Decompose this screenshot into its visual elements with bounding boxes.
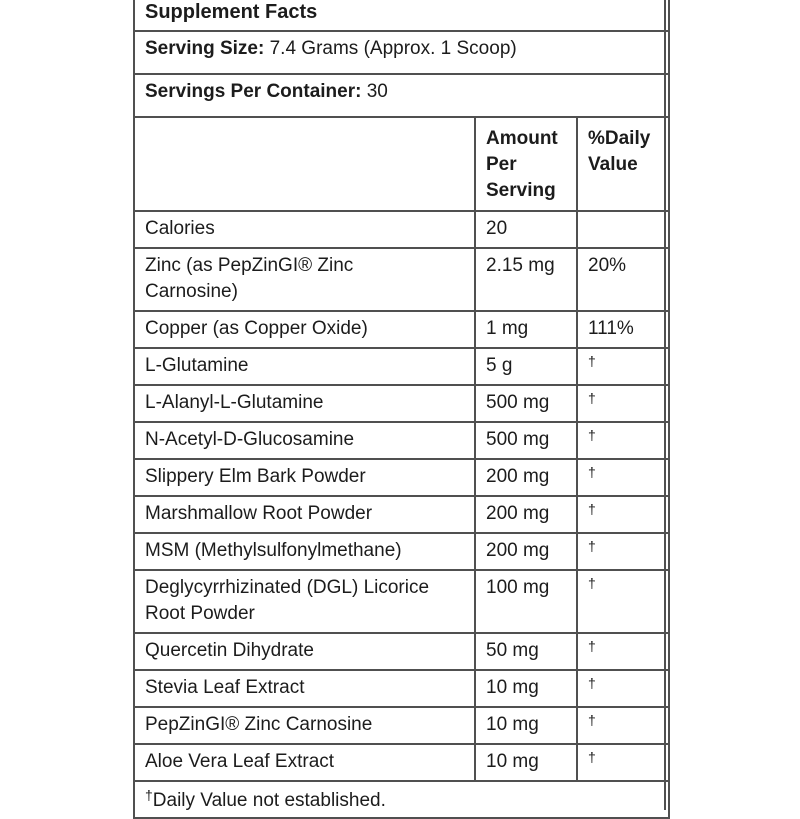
ingredient-amount: 200 mg [475,533,577,570]
ingredient-amount: 2.15 mg [475,248,577,311]
ingredient-daily-value: 20% [577,248,669,311]
ingredient-amount: 500 mg [475,422,577,459]
servings-per-container-cell [134,74,669,117]
ingredient-name: Marshmallow Root Powder [134,496,475,533]
ingredient-name [134,570,475,633]
ingredient-amount: 100 mg [475,570,577,633]
dagger-mark: † [588,427,596,443]
table-row [134,633,669,670]
title-cell [134,0,669,31]
ingredient-amount: 5 g [475,348,577,385]
servings-per-container-row [134,74,669,117]
ingredient-name: Calories [134,211,475,248]
table-row [134,385,669,422]
table-row [134,533,669,570]
table-row [134,496,669,533]
dagger-mark: † [588,712,596,728]
footnote-dagger: † [145,787,153,803]
serving-size-row [134,31,669,74]
ingredient-name: PepZinGI® Zinc Carnosine [134,707,475,744]
dagger-mark: † [588,538,596,554]
table-row [134,348,669,385]
table-row [134,744,669,781]
ingredient-amount: 1 mg [475,311,577,348]
amount-header-line: Per [486,154,517,175]
amount-per-serving-header [475,117,577,211]
ingredient-name: N-Acetyl-D-Glucosamine [134,422,475,459]
header-blank-cell [134,117,475,211]
ingredient-name: L-Alanyl-L-Glutamine [134,385,475,422]
table-row [134,459,669,496]
ingredient-daily-value [577,459,669,496]
ingredient-daily-value [577,496,669,533]
amount-header-line: Amount [486,128,558,149]
ingredient-amount: 10 mg [475,670,577,707]
ingredient-daily-value [577,744,669,781]
ingredient-daily-value [577,385,669,422]
ingredient-amount: 200 mg [475,496,577,533]
table-row [134,422,669,459]
ingredient-name: Copper (as Copper Oxide) [134,311,475,348]
ingredient-name: Slippery Elm Bark Powder [134,459,475,496]
daily-value-header [577,117,669,211]
ingredient-amount: 50 mg [475,633,577,670]
serving-size-cell [134,31,669,74]
dagger-mark: † [588,464,596,480]
ingredient-name-line: Deglycyrrhizinated (DGL) Licorice [145,577,430,598]
ingredient-amount: 10 mg [475,707,577,744]
daily-value-header-line: Value [588,154,638,175]
title-row [134,0,669,31]
ingredient-name [134,248,475,311]
dagger-mark: † [588,638,596,654]
amount-header-line: Serving [486,180,556,201]
ingredient-daily-value [577,348,669,385]
dagger-mark: † [588,675,596,691]
ingredient-daily-value [577,570,669,633]
table-row [134,570,669,633]
serving-size-value: 7.4 Grams (Approx. 1 Scoop) [269,38,517,59]
supplement-facts-table [133,0,670,819]
ingredient-amount: 10 mg [475,744,577,781]
ingredient-name-line: Carnosine) [145,281,238,302]
ingredient-daily-value [577,670,669,707]
dagger-mark: † [588,749,596,765]
table-row [134,670,669,707]
ingredient-name: Quercetin Dihydrate [134,633,475,670]
ingredient-name-line: Root Powder [145,603,255,624]
supplement-facts-title: Supplement Facts [145,1,318,23]
footnote-text: Daily Value not established. [152,790,386,811]
ingredient-name: MSM (Methylsulfonylmethane) [134,533,475,570]
ingredient-daily-value: 111% [577,311,669,348]
ingredient-daily-value [577,422,669,459]
servings-per-container-label: Servings Per Container: [145,81,362,102]
footnote-row [134,781,669,818]
ingredient-amount: 500 mg [475,385,577,422]
ingredient-amount: 200 mg [475,459,577,496]
table-row [134,211,669,248]
daily-value-header-line: %Daily [588,128,651,149]
table-row [134,248,669,311]
ingredient-daily-value [577,211,669,248]
dagger-mark: † [588,390,596,406]
serving-size-label: Serving Size: [145,38,265,59]
ingredient-daily-value [577,633,669,670]
ingredient-amount: 20 [475,211,577,248]
dagger-mark: † [588,575,596,591]
footnote-cell [134,781,669,818]
servings-per-container-value: 30 [366,81,388,102]
ingredient-name: Aloe Vera Leaf Extract [134,744,475,781]
ingredient-daily-value [577,533,669,570]
ingredient-name-line: Zinc (as PepZinGI® Zinc [145,255,354,276]
column-header-row [134,117,669,211]
ingredient-name: L-Glutamine [134,348,475,385]
table-row [134,707,669,744]
ingredient-name: Stevia Leaf Extract [134,670,475,707]
ingredient-daily-value [577,707,669,744]
table-row [134,311,669,348]
dagger-mark: † [588,353,596,369]
dagger-mark: † [588,501,596,517]
